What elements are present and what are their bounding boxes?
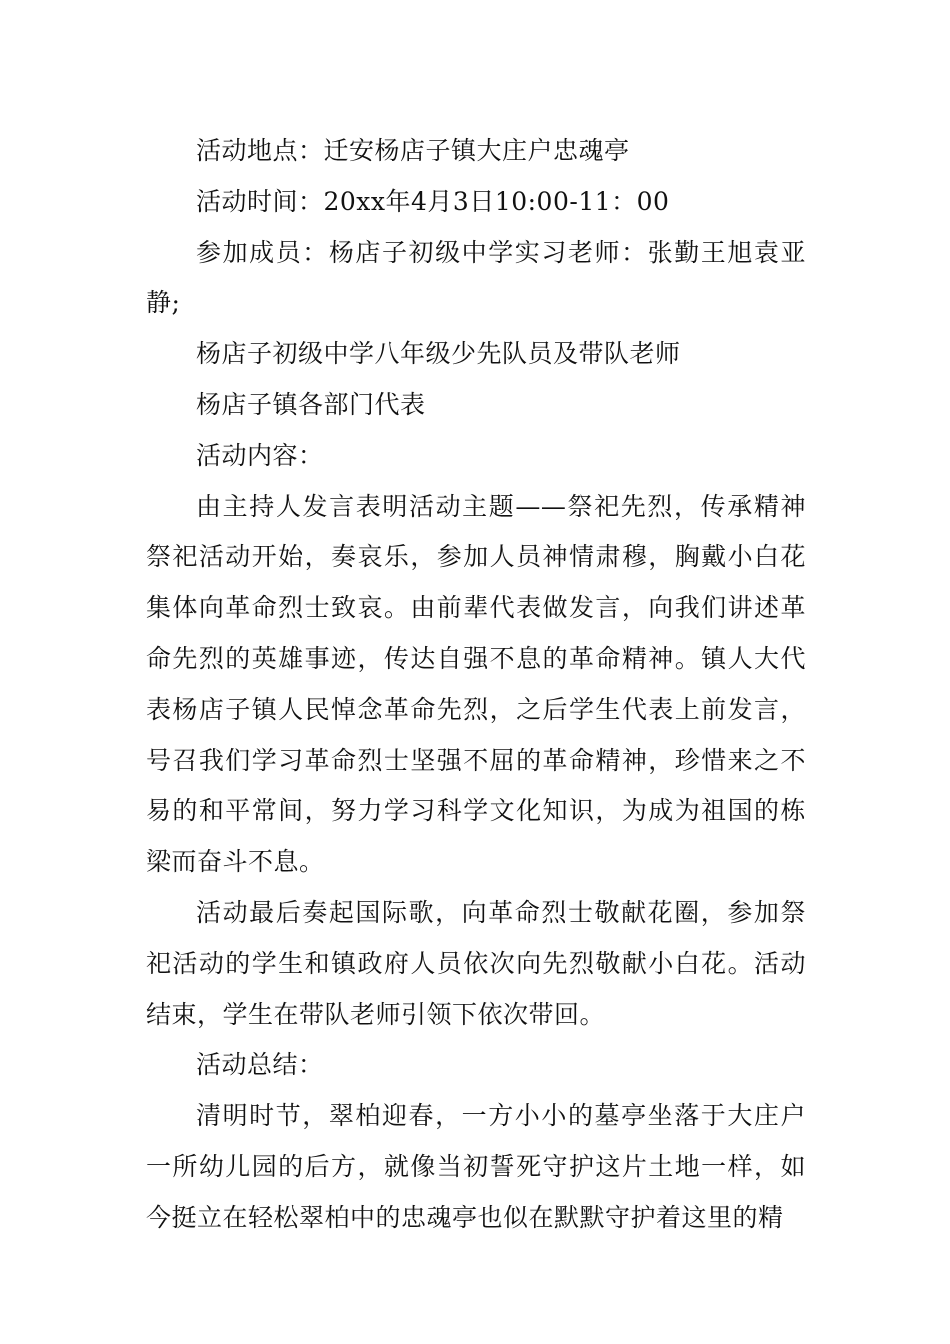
activity-summary-paragraph: 清明时节，翠柏迎春，一方小小的墓亭坐落于大庄户一所幼儿园的后方，就像当初誓死守护这片土地一样，如今挺立在轻松翠柏中的忠魂亭也似在默默守护着这里的精 — [146, 1101, 806, 1232]
document-body — [146, 126, 806, 1244]
activity-ending-paragraph: 活动最后奏起国际歌，向革命烈士敬献花圈，参加祭祀活动的学生和镇政府人员依次向先烈敬献小白花。活动结束，学生在带队老师引领下依次带回。 — [146, 897, 806, 1029]
activity-time: 活动时间：20xx年4月3日10:00-11：00 — [196, 186, 670, 216]
participants-departments: 杨店子镇各部门代表 — [196, 389, 426, 419]
activity-content-paragraph: 由主持人发言表明活动主题——祭祀先烈，传承精神祭祀活动开始，奏哀乐，参加人员神情肃穆，胸戴小白花集体向革命烈士致哀。由前辈代表做发言，向我们讲述革命先烈的英雄事迹，传达自强不息的革命精神。镇人大代表杨店子镇人民悼念革命先烈，之后学生代表上前发言，号召我们学习革命烈士坚强不屈的革命精神，珍惜来之不易的和平常间，努力学习科学文化知识，为成为祖国的栋梁而奋斗不息。 — [146, 491, 806, 877]
participants-students: 杨店子初级中学八年级少先队员及带队老师 — [196, 339, 681, 369]
activity-content-heading: 活动内容： — [196, 440, 324, 470]
participants: 参加成员：杨店子初级中学实习老师：张勤王旭袁亚静; — [146, 237, 806, 318]
activity-summary-heading: 活动总结： — [196, 1050, 324, 1080]
activity-location: 活动地点：迁安杨店子镇大庄户忠魂亭 — [196, 136, 630, 165]
